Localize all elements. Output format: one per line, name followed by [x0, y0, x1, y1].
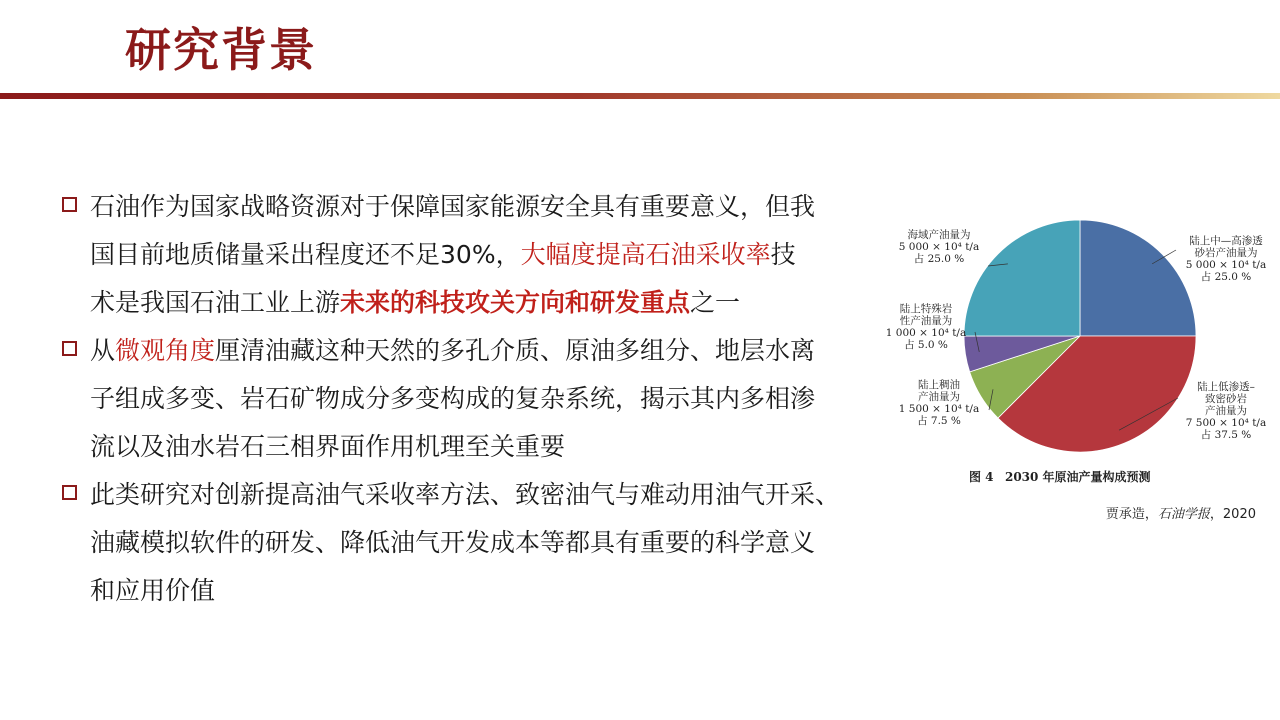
text-line: 子组成多变、岩石矿物成分多变构成的复杂系统，揭示其内多相渗 [90, 384, 816, 413]
svg-text:陆上中—高渗透砂岩产油量为5 000 × 10⁴ t/a占: 陆上中—高渗透砂岩产油量为 5 000 × 10⁴ t/a 占 25.0 % [1185, 235, 1267, 283]
svg-text:陆上低渗透–致密砂岩产油量为7 500 × 10⁴ t/a占: 陆上低渗透–致密砂岩产油量为 7 500 × 10⁴ t/a 占 37.5 % [1185, 381, 1267, 441]
citation: 贾承造，石油学报，2020 [1105, 507, 1256, 522]
page-title: 研究背景 [125, 23, 317, 77]
pie-chart [876, 210, 1276, 462]
text-line: 从微观角度厘清油藏这种天然的多孔介质、原油多组分、地层水离 [90, 336, 816, 365]
svg-text:海域产油量为5 000 × 10⁴ t/a占 25.0 %: 海域产油量为 5 000 × 10⁴ t/a 占 25.0 % [898, 229, 980, 265]
text-line: 此类研究对创新提高油气采收率方法、致密油气与难动用油气开采、 [90, 480, 841, 509]
svg-text:陆上特殊岩性产油量为1 000 × 10⁴ t/a占 5.0: 陆上特殊岩性产油量为 1 000 × 10⁴ t/a 占 5.0 % [885, 303, 967, 351]
bullet-item-3 [60, 471, 880, 615]
svg-text:陆上稠油产油量为1 500 × 10⁴ t/a占 7.5 %: 陆上稠油产油量为 1 500 × 10⁴ t/a 占 7.5 % [898, 379, 980, 427]
text-line: 和应用价值 [90, 576, 216, 605]
bullet-list [60, 183, 880, 615]
pie-slice [1080, 220, 1196, 336]
highlight-text: 微观角度 [115, 336, 216, 365]
title-divider [0, 93, 1280, 99]
highlight-text: 未来的科技攻关方向和研发重点 [340, 288, 691, 317]
text-line: 石油作为国家战略资源对于保障国家能源安全具有重要意义，但我 [90, 192, 816, 221]
checkbox-bullet-icon [62, 341, 77, 356]
text-line: 流以及油水岩石三相界面作用机理至关重要 [90, 432, 566, 461]
figure-caption: 图 4 2030 年原油产量构成预测 [969, 470, 1151, 484]
checkbox-bullet-icon [62, 197, 77, 212]
text-line: 国目前地质储量采出程度还不足30%，大幅度提高石油采收率技 [90, 240, 796, 269]
pie-slice [964, 220, 1080, 336]
text-line: 油藏模拟软件的研发、降低油气开发成本等都具有重要的科学意义 [90, 528, 816, 557]
bullet-item-2 [60, 327, 880, 471]
pie-slice-label [899, 228, 1008, 266]
bullet-item-1 [60, 183, 880, 327]
text-line: 术是我国石油工业上游未来的科技攻关方向和研发重点之一 [90, 288, 741, 317]
highlight-text: 大幅度提高石油采收率 [520, 240, 771, 269]
checkbox-bullet-icon [62, 485, 77, 500]
